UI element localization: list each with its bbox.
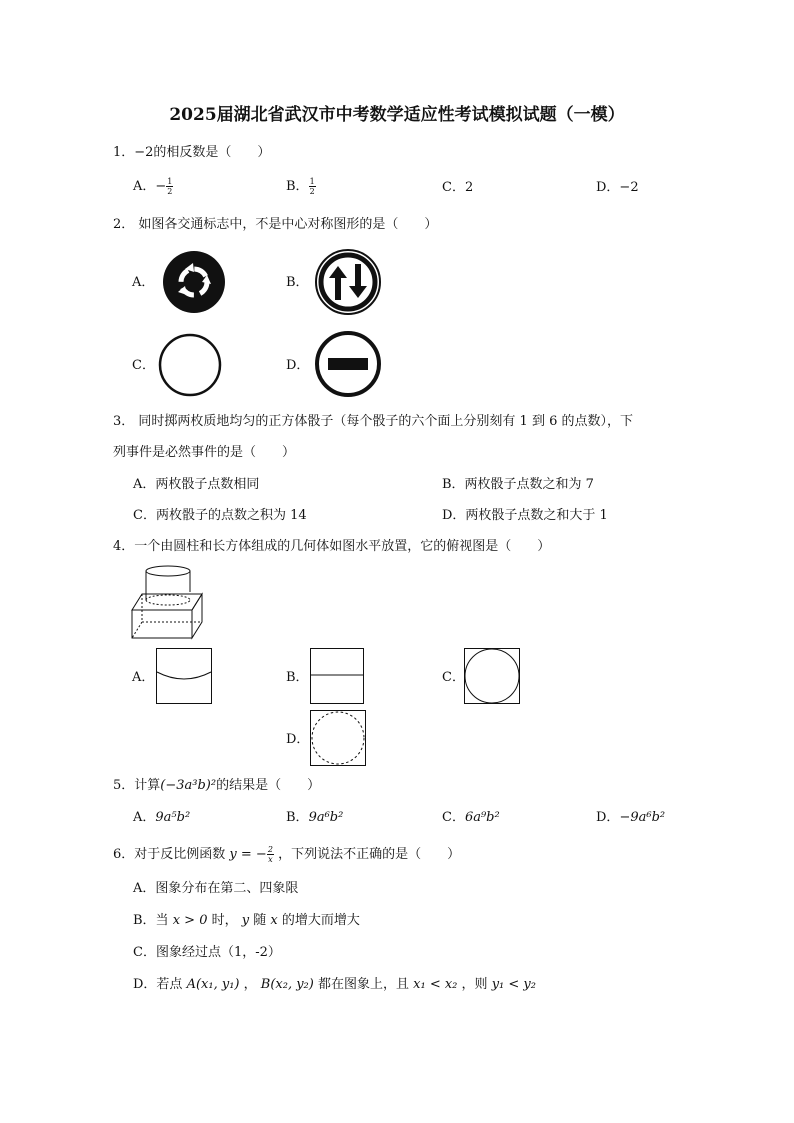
q6-option-b-mid2: 随 bbox=[253, 913, 267, 928]
q1-option-b-denominator: 2 bbox=[309, 187, 315, 196]
q6-option-d-point-b: B(x₂, y₂) bbox=[260, 977, 314, 992]
q3-option-d: D．两枚骰子点数之和大于 1 bbox=[442, 508, 608, 523]
q6-function-numerator: 2 bbox=[267, 845, 273, 854]
q3-option-b: B．两枚骰子点数之和为 7 bbox=[442, 477, 594, 492]
q4-option-d-label: D． bbox=[286, 732, 310, 747]
q5-option-c-expression: 6a⁹b² bbox=[464, 810, 500, 825]
q3-option-c: C．两枚骰子的点数之积为 14 bbox=[133, 508, 307, 523]
q5-option-a bbox=[133, 809, 190, 827]
q1-option-a-sign: − bbox=[155, 179, 167, 194]
q4-option-c-label: C． bbox=[442, 670, 465, 685]
q6-option-b-x: x bbox=[270, 913, 278, 928]
q5-option-b bbox=[286, 809, 343, 827]
q3-option-a: A．两枚骰子点数相同 bbox=[133, 477, 260, 492]
q5-stem-post: 的结果是（ ） bbox=[216, 778, 321, 793]
q6-option-d bbox=[133, 976, 536, 994]
q4-option-d-view-figure bbox=[310, 710, 366, 766]
q6-option-d-pre: D．若点 bbox=[133, 977, 183, 992]
q5-stem bbox=[113, 777, 320, 795]
q1-option-a-label: A． bbox=[133, 179, 156, 194]
q6-option-b bbox=[133, 912, 360, 930]
no-entry-sign-icon bbox=[314, 330, 382, 398]
plain-circle-sign-icon bbox=[158, 333, 222, 397]
q6-option-b-post: 的增大而增大 bbox=[281, 913, 360, 928]
two-way-traffic-sign-icon bbox=[314, 248, 382, 316]
q5-option-a-label: A． bbox=[133, 810, 156, 825]
q6-option-d-point-a: A(x₁, y₁) bbox=[186, 977, 240, 992]
q4-option-c-view-figure bbox=[464, 648, 520, 704]
q4-option-a-view-figure bbox=[156, 648, 212, 704]
q1-option-a-numerator: 1 bbox=[167, 177, 173, 186]
q6-option-d-mid2: ，则 bbox=[461, 977, 488, 992]
q6-option-d-mid: 都在图象上，且 bbox=[317, 977, 409, 992]
q6-option-d-condition-x: x₁ < x₂ bbox=[413, 977, 458, 992]
q3-stem-line1: 3． 同时掷两枚质地均匀的正方体骰子（每个骰子的六个面上分别刻有 1 到 6 的点数），下 bbox=[113, 414, 633, 429]
cylinder-cuboid-solid-figure bbox=[130, 562, 210, 642]
q2-option-a-label: A． bbox=[132, 275, 155, 290]
q6-option-b-y: y bbox=[241, 913, 250, 928]
q5-option-c bbox=[442, 809, 500, 827]
q5-option-d bbox=[596, 809, 665, 827]
q5-option-a-expression: 9a⁵b² bbox=[155, 810, 191, 825]
q6-function: y = − bbox=[229, 847, 267, 862]
q6-option-c: C．图象经过点（1，-2） bbox=[133, 945, 281, 960]
q5-option-d-label: D． bbox=[596, 810, 620, 825]
q2-stem: 2． 如图各交通标志中，不是中心对称图形的是（ ） bbox=[113, 217, 438, 232]
q4-stem: 4．一个由圆柱和长方体组成的几何体如图水平放置，它的俯视图是（ ） bbox=[113, 539, 551, 554]
q4-option-b-view-figure bbox=[310, 648, 364, 704]
q1-stem: 1．−2的相反数是（ ） bbox=[113, 145, 271, 160]
q3-stem-line2: 列事件是必然事件的是（ ） bbox=[113, 445, 296, 460]
q6-function-fraction bbox=[267, 845, 274, 864]
q1-option-d: D．−2 bbox=[596, 180, 639, 195]
q1-option-a bbox=[133, 177, 173, 196]
q6-option-d-separator: ， bbox=[243, 977, 257, 992]
q6-option-d-condition-y: y₁ < y₂ bbox=[491, 977, 536, 992]
q6-option-b-mid: 时， bbox=[211, 913, 238, 928]
page-title: 2025届湖北省武汉市中考数学适应性考试模拟试题（一模） bbox=[169, 105, 625, 125]
q1-option-b-fraction bbox=[309, 177, 316, 196]
q5-option-b-label: B． bbox=[286, 810, 309, 825]
q4-option-a-label: A． bbox=[132, 670, 155, 685]
q6-option-a: A．图象分布在第二、四象限 bbox=[133, 881, 299, 896]
q6-stem-pre: 6．对于反比例函数 bbox=[113, 847, 226, 862]
q2-option-c-label: C． bbox=[132, 358, 155, 373]
q5-stem-expression: (−3a³b)² bbox=[160, 778, 217, 793]
q6-stem bbox=[113, 845, 460, 864]
q1-option-a-fraction bbox=[166, 177, 173, 196]
q1-option-c: C．2 bbox=[442, 180, 474, 195]
q2-option-d-label: D． bbox=[286, 358, 310, 373]
q1-option-b-label: B． bbox=[286, 179, 309, 194]
q6-stem-post: ，下列说法不正确的是（ ） bbox=[278, 847, 461, 862]
q6-function-denominator: x bbox=[268, 855, 273, 864]
q5-option-b-expression: 9a⁶b² bbox=[308, 810, 344, 825]
q5-option-c-label: C． bbox=[442, 810, 465, 825]
q4-option-b-label: B． bbox=[286, 670, 309, 685]
q6-option-b-condition: x > 0 bbox=[172, 913, 208, 928]
q2-option-b-label: B． bbox=[286, 275, 309, 290]
q1-option-b-numerator: 1 bbox=[309, 177, 315, 186]
roundabout-sign-icon bbox=[162, 250, 226, 314]
q5-stem-pre: 5．计算 bbox=[113, 778, 161, 793]
q6-option-b-pre: B．当 bbox=[133, 913, 169, 928]
q1-option-b bbox=[286, 177, 316, 196]
q1-option-a-denominator: 2 bbox=[167, 187, 173, 196]
q5-option-d-expression: −9a⁶b² bbox=[619, 810, 666, 825]
